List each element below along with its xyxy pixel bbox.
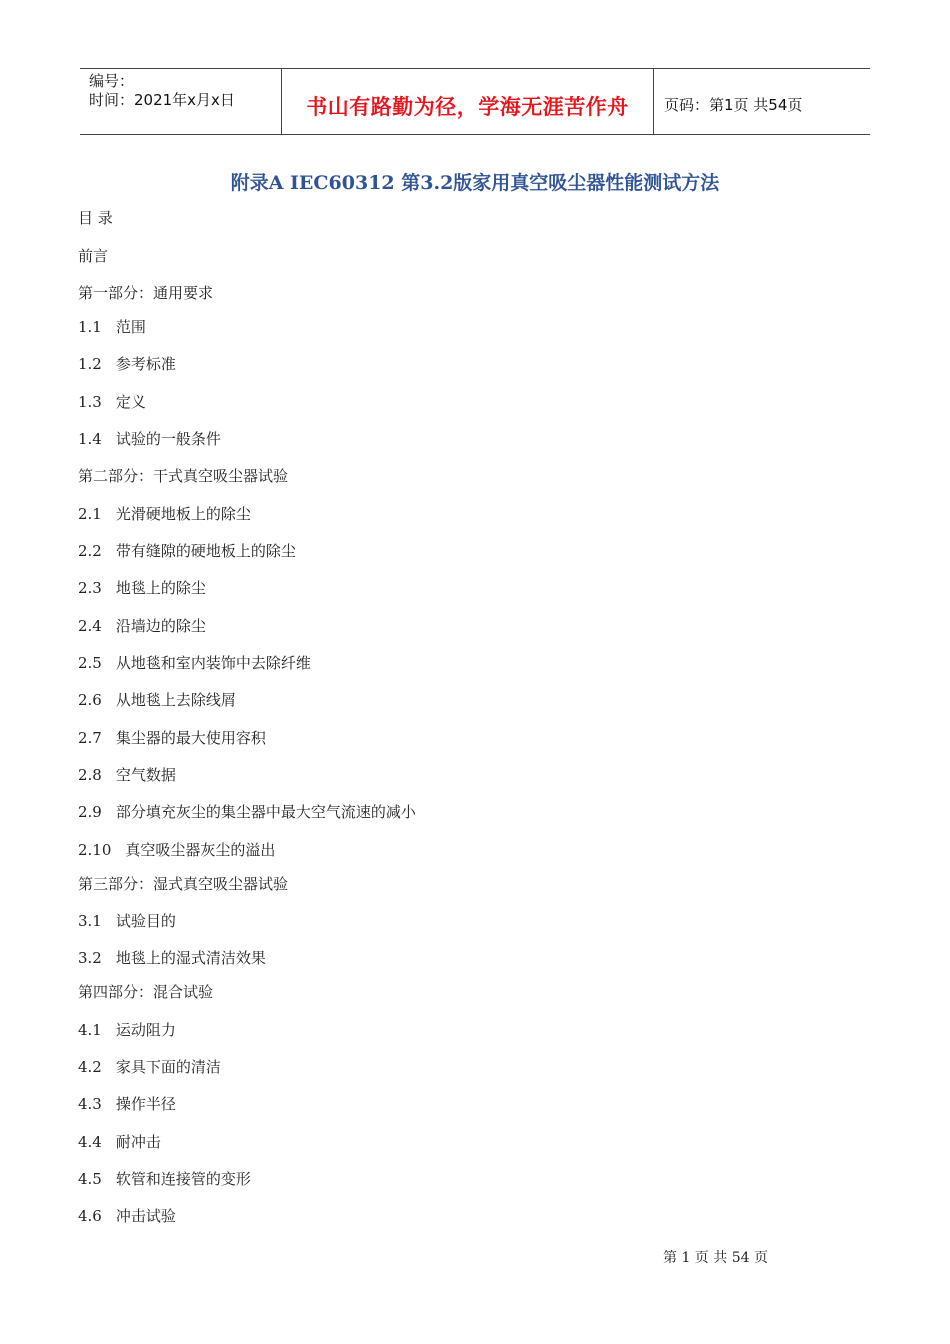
toc-entry-text: 第四部分：混合试验 [78,983,214,1001]
header-motto: 书山有路勤为径，学海无涯苦作舟 [306,95,629,119]
toc-entry [78,764,176,785]
toc-entry [78,1093,176,1114]
toc-entry [78,1131,161,1152]
toc-entry [78,207,113,228]
toc-entry-number: 1.3 [78,393,102,411]
toc-entry-text: 地毯上的除尘 [115,579,206,597]
toc-entry [78,577,206,598]
toc-entry [78,727,266,748]
toc-entry [78,1168,251,1189]
toc-entry-text: 试验的一般条件 [115,430,221,448]
toc-entry-text: 目 录 [78,209,113,227]
toc-entry-number: 4.3 [78,1095,102,1113]
toc-entry-text: 沿墙边的除尘 [115,617,206,635]
toc-entry-number: 1.2 [78,355,102,373]
toc-entry-text: 试验目的 [115,912,176,930]
toc-entry-number: 2.3 [78,579,102,597]
toc-entry-text: 前言 [78,247,109,265]
toc-entry [78,540,296,561]
toc-entry-number: 2.4 [78,617,102,635]
toc-entry-number: 3.1 [78,912,102,930]
header-left-cell [80,69,281,134]
toc-entry [78,245,108,266]
toc-entry-text: 从地毯和室内装饰中去除纤维 [115,654,311,672]
header-middle-cell [281,69,654,134]
toc-entry-text: 家具下面的清洁 [115,1058,221,1076]
toc-entry-number: 2.10 [78,841,112,859]
toc-entry [78,353,176,374]
toc-entry [78,947,266,968]
toc-entry-number: 4.1 [78,1021,102,1039]
toc-entry-number: 4.6 [78,1207,102,1225]
page-footer: 第 1 页 共 54 页 [663,1250,768,1266]
toc-entry-number: 3.2 [78,949,102,967]
toc-entry-text: 运动阻力 [115,1021,176,1039]
toc-entry [78,652,311,673]
toc-entry-text: 参考标准 [115,355,176,373]
toc-entry [78,981,213,1002]
toc-entry-number: 4.2 [78,1058,102,1076]
toc-entry-text: 第二部分：干式真空吸尘器试验 [78,467,289,485]
toc-entry-text: 定义 [115,393,146,411]
toc-entry-text: 第一部分：通用要求 [78,284,214,302]
toc-entry-text: 真空吸尘器灰尘的溢出 [125,841,276,859]
document-date-label: 时间：2021年x月x日 [89,91,235,109]
toc-entry-text: 冲击试验 [115,1207,176,1225]
header-table [80,68,870,135]
toc-entry-number: 2.8 [78,766,102,784]
toc-entry [78,689,236,710]
toc-entry [78,873,288,894]
toc-entry [78,316,146,337]
toc-entry [78,910,176,931]
toc-entry [78,615,206,636]
toc-entry-number: 1.1 [78,318,102,336]
toc-entry-number: 2.5 [78,654,102,672]
toc-entry [78,503,251,524]
document-number-label: 编号： [89,72,135,90]
document-title: 附录A IEC60312 第3.2版家用真空吸尘器性能测试方法 [230,172,720,194]
toc-entry-text: 部分填充灰尘的集尘器中最大空气流速的减小 [115,803,416,821]
toc-entry [78,465,288,486]
toc-entry-text: 耐冲击 [115,1133,161,1151]
toc-entry-text: 操作半径 [115,1095,176,1113]
toc-entry [78,282,213,303]
toc-entry [78,1205,176,1226]
toc-entry [78,801,416,822]
toc-entry-number: 1.4 [78,430,102,448]
toc-entry-text: 空气数据 [115,766,176,784]
toc-entry-text: 带有缝隙的硬地板上的除尘 [115,542,296,560]
toc-entry-text: 光滑硬地板上的除尘 [115,505,251,523]
toc-entry-number: 2.2 [78,542,102,560]
toc-entry [78,1019,176,1040]
toc-entry [78,428,221,449]
toc-entry [78,1056,221,1077]
header-right-cell [654,69,870,134]
toc-entry [78,391,146,412]
toc-entry-number: 2.1 [78,505,102,523]
toc-entry-text: 地毯上的湿式清洁效果 [115,949,266,967]
toc-entry-number: 4.4 [78,1133,102,1151]
toc-entry-text: 集尘器的最大使用容积 [115,729,266,747]
toc-entry-text: 从地毯上去除线屑 [115,691,236,709]
header-page-info: 页码：第1页 共54页 [664,96,803,114]
toc-entry-number: 4.5 [78,1170,102,1188]
toc-entry [78,839,275,860]
toc-entry-text: 范围 [115,318,146,336]
toc-entry-number: 2.6 [78,691,102,709]
toc-entry-text: 软管和连接管的变形 [115,1170,251,1188]
toc-entry-number: 2.7 [78,729,102,747]
toc-entry-number: 2.9 [78,803,102,821]
toc-entry-text: 第三部分：湿式真空吸尘器试验 [78,875,289,893]
